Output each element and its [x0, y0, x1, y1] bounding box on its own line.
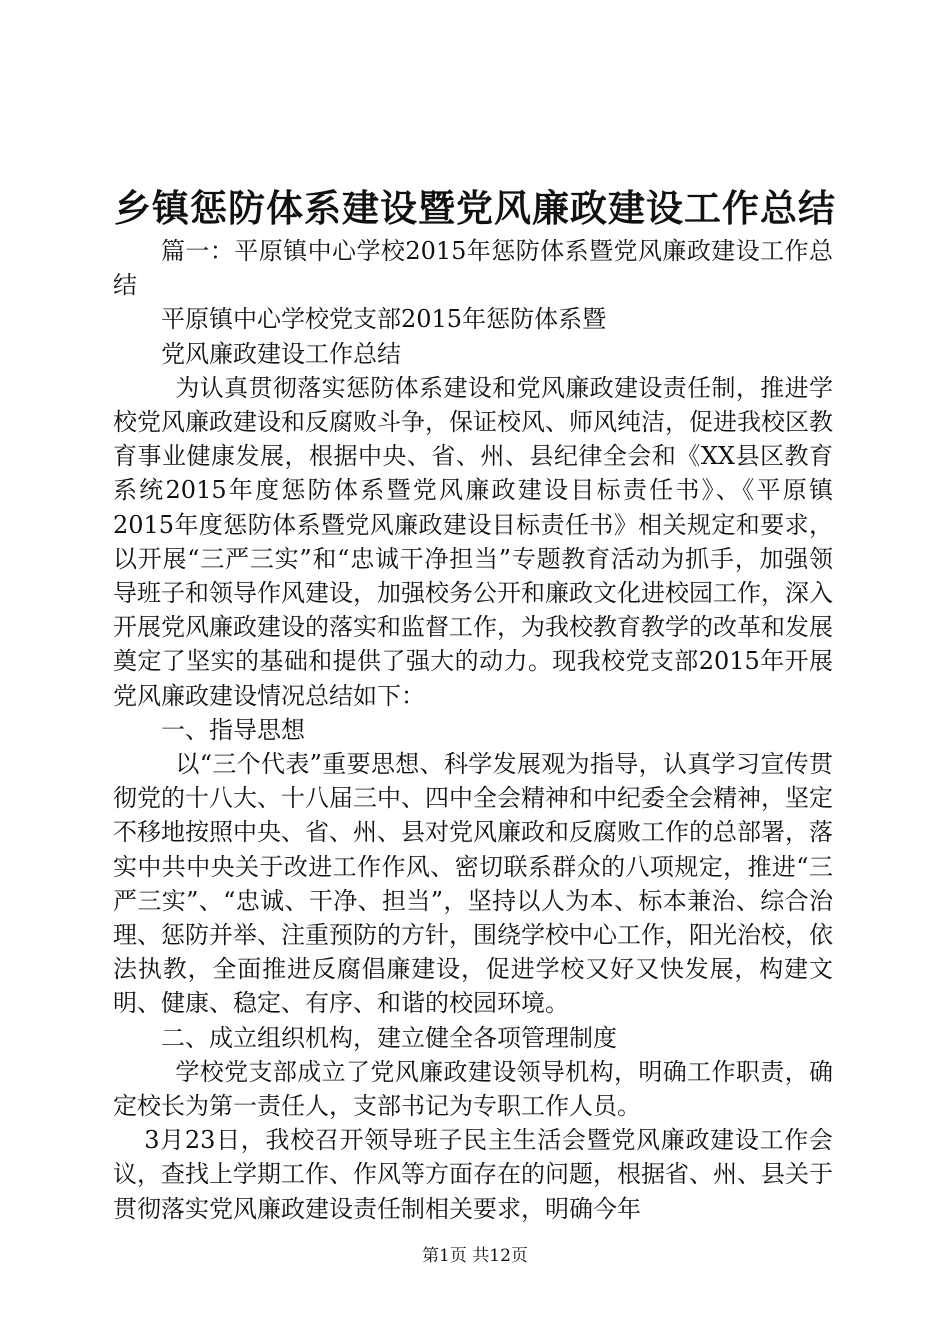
- heading-organization: 二、成立组织机构，建立健全各项管理制度: [161, 1023, 617, 1052]
- paragraph-subtitle-line-2: 党风廉政建设工作总结: [161, 339, 401, 368]
- document-body: [113, 234, 833, 1226]
- paragraph-section-heading: 篇一：平原镇中心学校2015年惩防体系暨党风廉政建设工作总结: [113, 237, 833, 300]
- paragraph-subtitle-line-1: 平原镇中心学校党支部2015年惩防体系暨: [161, 305, 607, 334]
- paragraph-meeting: 3月23日，我校召开领导班子民主生活会暨党风廉政建设工作会议，查找上学期工作、作风等方面存在的问题，根据省、州、县关于贯彻落实党风廉政建设责任制相关要求，明确今年: [113, 1126, 833, 1223]
- paragraph-guiding-thought: 以“三个代表”重要思想、科学发展观为指导，认真学习宣传贯彻党的十八大、十八届三中、四中全会精神和中纪委全会精神，坚定不移地按照中央、省、州、县对党风廉政和反腐败工作的总部署，落实中共中央关于改进工作作风、密切联系群众的八项规定，推进“三严三实”、“忠诚、干净、担当”，坚持以人为本、标本兼治、综合治理、惩防并举、注重预防的方针，围绕学校中心工作，阳光治校，依法执教，全面推进反腐倡廉建设，促进学校又好又快发展，构建文明、健康、稳定、有序、和谐的校园环境。: [113, 750, 833, 1018]
- paragraph-intro: 为认真贯彻落实惩防体系建设和党风廉政建设责任制，推进学校党风廉政建设和反腐败斗争，保证校风、师风纯洁，促进我校区教育事业健康发展，根据中央、省、州、县纪律全会和《XX县区教育系统2015年度惩防体系暨党风廉政建设目标责任书》、《平原镇2015年度惩防体系暨党风廉政建设目标责任书》相关规定和要求，以开展“三严三实”和“忠诚干净担当”专题教育活动为抓手，加强领导班子和领导作风建设，加强校务公开和廉政文化进校园工作，深入开展党风廉政建设的落实和监督工作，为我校教育教学的改革和发展奠定了坚实的基础和提供了强大的动力。现我校党支部2015年开展党风廉政建设情况总结如下：: [113, 373, 833, 710]
- heading-guiding-thought: 一、指导思想: [161, 715, 305, 744]
- paragraph-organization: 学校党支部成立了党风廉政建设领导机构，明确工作职责，确定校长为第一责任人，支部书记为专职工作人员。: [113, 1057, 833, 1121]
- page-number-footer: 第1页 共12页: [422, 1246, 528, 1266]
- document-title: 乡镇惩防体系建设暨党风廉政建设工作总结: [114, 186, 836, 230]
